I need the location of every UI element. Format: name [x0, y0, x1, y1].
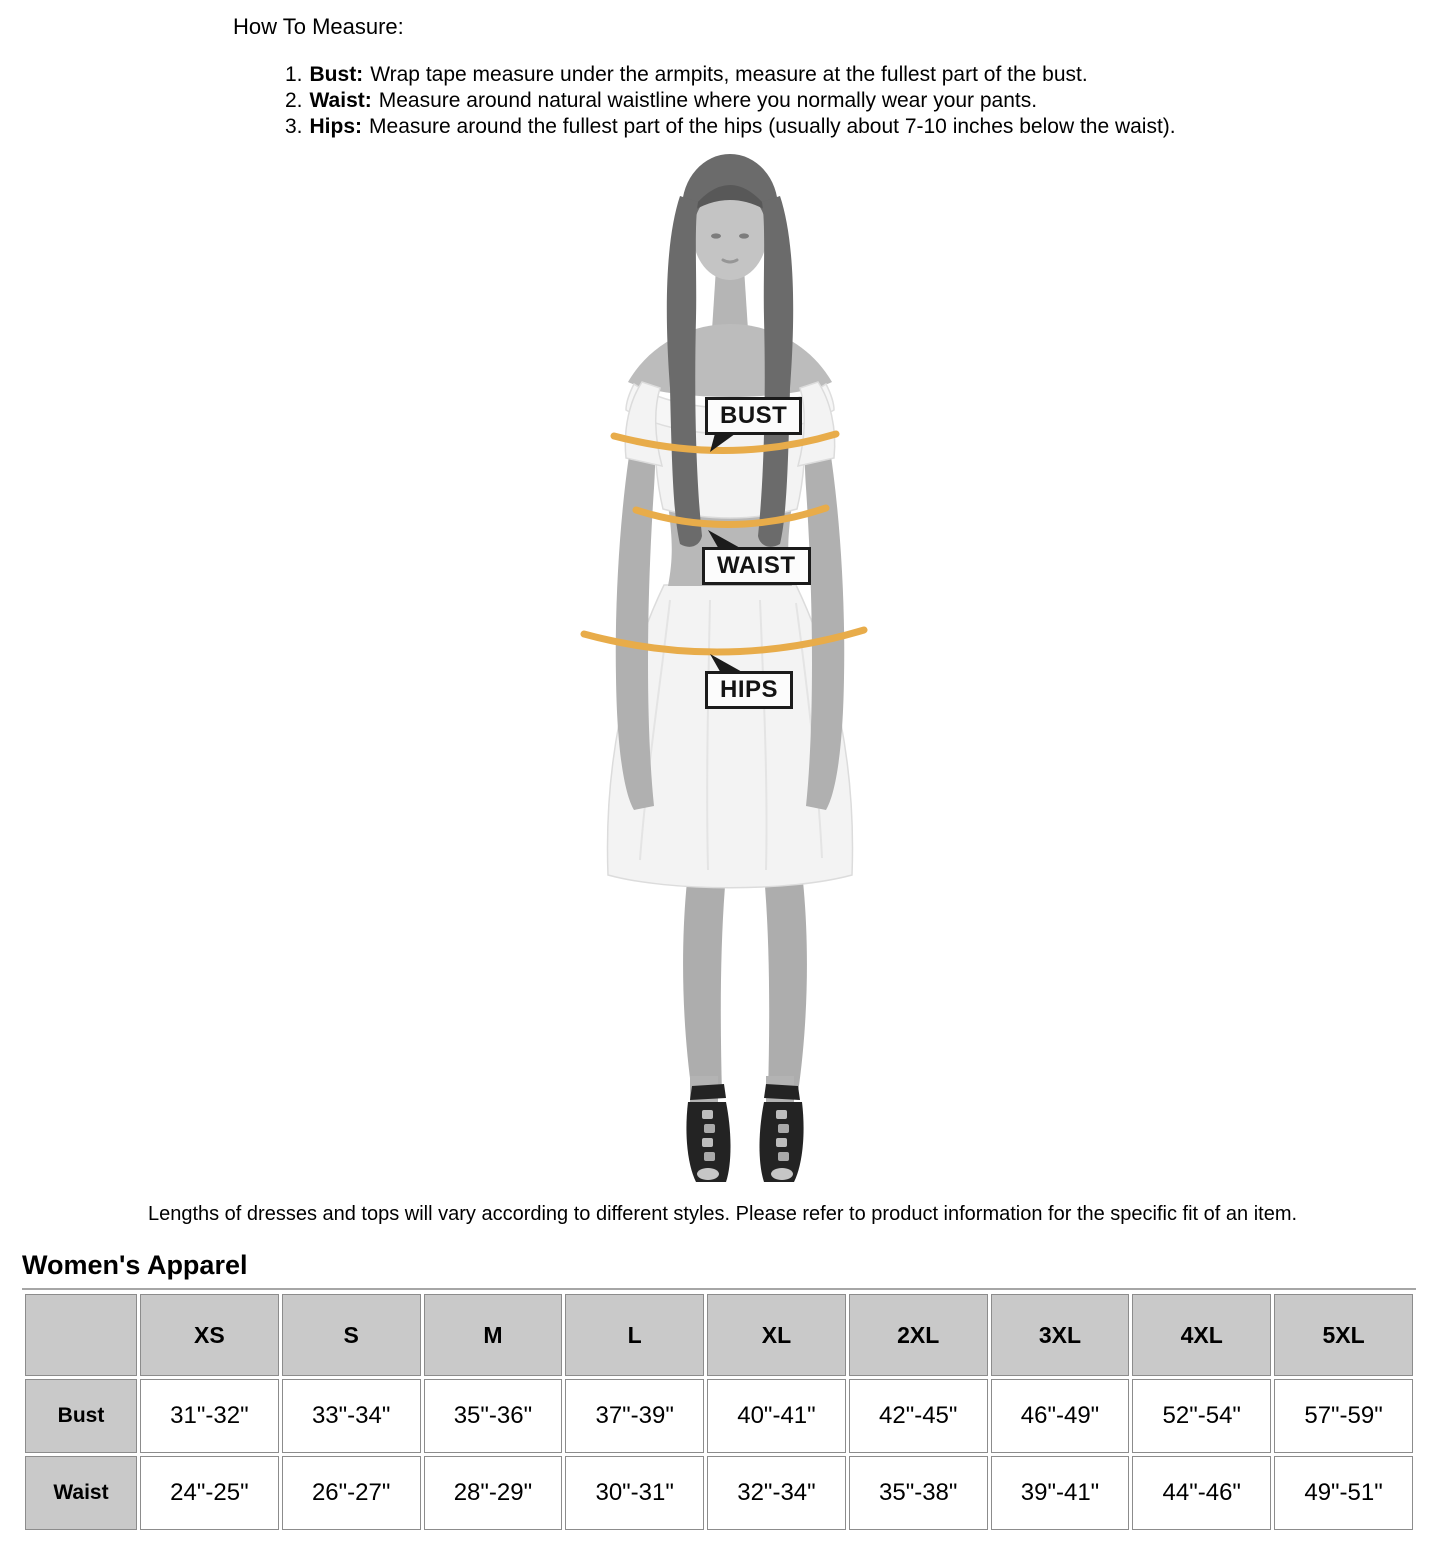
size-value-cell: 52"-54"	[1132, 1379, 1271, 1453]
size-value-cell: 37"-39"	[565, 1379, 704, 1453]
model-leg-left	[683, 872, 726, 1094]
size-header-cell: S	[282, 1294, 421, 1376]
size-value-cell: 35"-36"	[424, 1379, 563, 1453]
size-value-cell: 39"-41"	[991, 1456, 1130, 1530]
apparel-table-heading: Women's Apparel	[22, 1250, 248, 1280]
size-value-cell: 26"-27"	[282, 1456, 421, 1530]
size-value-cell: 57"-59"	[1274, 1379, 1413, 1453]
hips-label: HIPS	[705, 671, 793, 709]
size-header-cell: 2XL	[849, 1294, 988, 1376]
size-value-cell: 33"-34"	[282, 1379, 421, 1453]
size-value-cell: 31"-32"	[140, 1379, 279, 1453]
size-value-cell: 35"-38"	[849, 1456, 988, 1530]
bust-row	[25, 1379, 1413, 1453]
instruction-item-waist	[285, 88, 1176, 114]
instruction-term: Hips:	[309, 115, 363, 138]
how-to-measure-section	[233, 14, 1176, 140]
instruction-number: 3.	[285, 115, 303, 138]
size-header-cell: 3XL	[991, 1294, 1130, 1376]
size-value-cell: 40"-41"	[707, 1379, 846, 1453]
size-header-cell: M	[424, 1294, 563, 1376]
size-value-cell: 28"-29"	[424, 1456, 563, 1530]
measure-row-label: Bust	[25, 1379, 137, 1453]
size-value-cell: 49"-51"	[1274, 1456, 1413, 1530]
instruction-text: Wrap tape measure under the armpits, measure at the fullest part of the bust.	[370, 63, 1088, 86]
womens-apparel-section	[22, 1250, 1416, 1533]
instruction-list	[285, 62, 1176, 140]
instruction-item-hips	[285, 114, 1176, 140]
size-value-cell: 42"-45"	[849, 1379, 988, 1453]
instruction-item-bust	[285, 62, 1176, 88]
bust-label: BUST	[705, 397, 802, 435]
size-header-cell: XL	[707, 1294, 846, 1376]
size-header-cell: XS	[140, 1294, 279, 1376]
size-value-cell: 24"-25"	[140, 1456, 279, 1530]
waist-row	[25, 1456, 1413, 1530]
measurement-figure	[550, 148, 910, 1203]
waist-label: WAIST	[702, 547, 811, 585]
size-header-row	[25, 1294, 1413, 1376]
instruction-term: Waist:	[309, 89, 372, 112]
model-eye-right	[739, 233, 749, 238]
size-header-cell: L	[565, 1294, 704, 1376]
size-value-cell: 30"-31"	[565, 1456, 704, 1530]
page-title: How To Measure:	[233, 14, 404, 39]
model-shoulders	[628, 324, 832, 397]
instruction-number: 2.	[285, 89, 303, 112]
model-leg-right	[764, 872, 807, 1094]
measure-row-label: Waist	[25, 1456, 137, 1530]
size-value-cell: 44"-46"	[1132, 1456, 1271, 1530]
corner-cell	[25, 1294, 137, 1376]
instruction-number: 1.	[285, 63, 303, 86]
instruction-text: Measure around the fullest part of the hips (usually about 7-10 inches below the waist).	[369, 115, 1176, 138]
size-header-cell: 4XL	[1132, 1294, 1271, 1376]
size-value-cell: 46"-49"	[991, 1379, 1130, 1453]
heading-divider	[22, 1288, 1416, 1290]
model-eye-left	[711, 233, 721, 238]
model-shoe-left	[686, 1084, 730, 1182]
size-header-cell: 5XL	[1274, 1294, 1413, 1376]
size-chart-table	[22, 1291, 1416, 1533]
instruction-text: Measure around natural waistline where you normally wear your pants.	[378, 89, 1038, 112]
instruction-term: Bust:	[309, 63, 364, 86]
fit-note: Lengths of dresses and tops will vary according to different styles. Please refer to product information for the specific fit of an item.	[147, 1203, 1298, 1225]
size-value-cell: 32"-34"	[707, 1456, 846, 1530]
